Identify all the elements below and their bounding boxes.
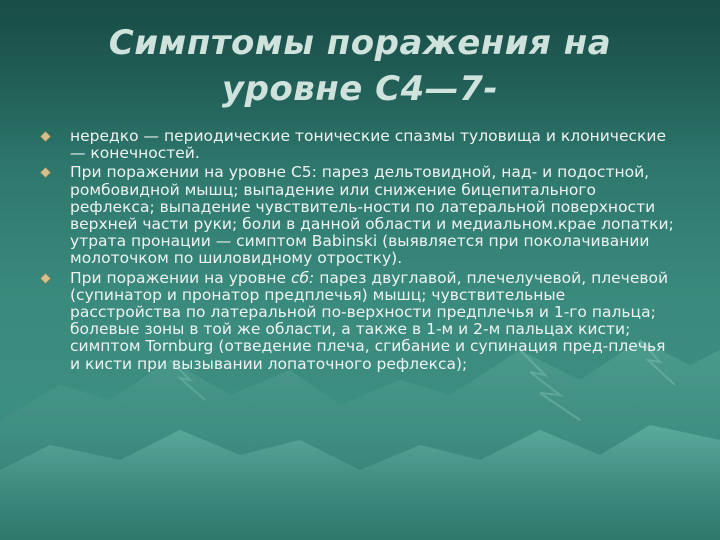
bullet-text [70,269,668,373]
bullet-item [40,128,680,162]
diamond-bullet-icon [40,131,51,142]
bullet-text: нередко — периодические тонические спазмы туловища и клонические — конечностей. [70,127,666,163]
slide-title [60,20,660,112]
bullet-list [40,128,680,373]
bullet-item [40,164,680,267]
bullet-text-italic: сб: [290,268,315,287]
title-line-1: Симптомы поражения на [108,23,612,63]
title-line-2: уровне С4—7- [221,69,499,109]
bullet-item [40,270,680,373]
diamond-bullet-icon [40,273,51,284]
bullet-text-before: При поражении на уровне [70,268,291,287]
bullet-text: При поражении на уровне С5: парез дельтовидной, над- и подостной, ромбовидной мышц; выпадение или снижение бицепитального рефлекса; выпадение чувствитель-ности по латеральной поверхности верхней части руки; боли в данной области и медиальном.крае лопатки; утрата пронации — симптом Babinski (выявляется при поколачивании молоточком по шиловидному отростку). [70,163,674,268]
bullet-text-after: парез двуглавой, плечелучевой, плечевой (супинатор и пронатор предплечья) мышц; чувствительные расстройства по латеральной по-верхности предплечья и 1-го пальца; болевые зоны в той же области, а также в 1-м и 2-м пальцах кисти; симптом Tornburg (отведение плеча, сгибание и супинация пред-плечья и кисти при вызывании лопаточного рефлекса); [70,268,669,373]
diamond-bullet-icon [40,167,51,178]
